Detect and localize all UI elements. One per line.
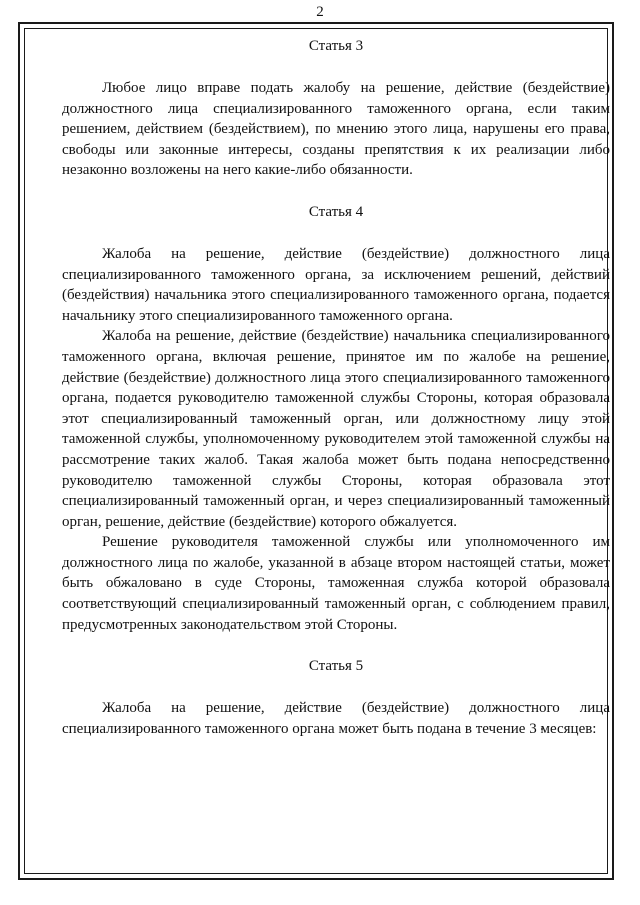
article-4 — [62, 202, 610, 635]
document-body — [62, 36, 610, 739]
page-number: 2 — [316, 4, 324, 20]
article-5 — [62, 656, 610, 739]
article-heading: Статья 5 — [308, 658, 364, 675]
article-paragraph: Любое лицо вправе подать жалобу на решение, действие (бездействие) должностного лица специализированного таможенного органа, если таким решением, действием (бездействием), по мнению этого лица, нарушены его права, свободы или законные интересы, созданы препятствия к их реализации либо незаконно возложены на него какие-либо обязанности. — [62, 80, 610, 179]
article-paragraph: Жалоба на решение, действие (бездействие) должностного лица специализированного таможенного органа, за исключением решений, действий (бездействия) начальника этого специализированного таможенного органа, подается начальнику этого специализированного таможенного органа. — [62, 245, 610, 324]
article-heading: Статья 3 — [308, 38, 364, 54]
article-3 — [62, 36, 610, 181]
article-paragraph: Жалоба на решение, действие (бездействие) должностного лица специализированного таможенного органа может быть подана в течение 3 месяцев: — [62, 700, 610, 737]
article-heading: Статья 4 — [308, 203, 364, 220]
article-paragraph: Жалоба на решение, действие (бездействие) начальника специализированного таможенного органа, включая решение, принятое им по жалобе на решение, действие (бездействие) должностного лица этого специализированного таможенного органа, подается руководителю таможенной службы Стороны, которая образовала этот специализированный таможенный орган, или должностному лицу этой таможенной службы, уполномоченному руководителем этой таможенной службы на рассмотрение таких жалоб. Такая жалоба может быть подана непосредственно руководителю таможенной службы Стороны, которая образовала этот специализированный таможенный орган, и через специализированный таможенный орган, решение, действие (бездействие) которого обжалуется. — [62, 328, 610, 530]
article-paragraph: Решение руководителя таможенной службы или уполномоченного им должностного лица по жалобе, указанной в абзаце втором настоящей статьи, может быть обжаловано в суде Стороны, таможенная служба которой образовала соответствующий специализированный таможенный орган, с соблюдением правил, предусмотренных законодательством этой Стороны. — [62, 534, 610, 633]
